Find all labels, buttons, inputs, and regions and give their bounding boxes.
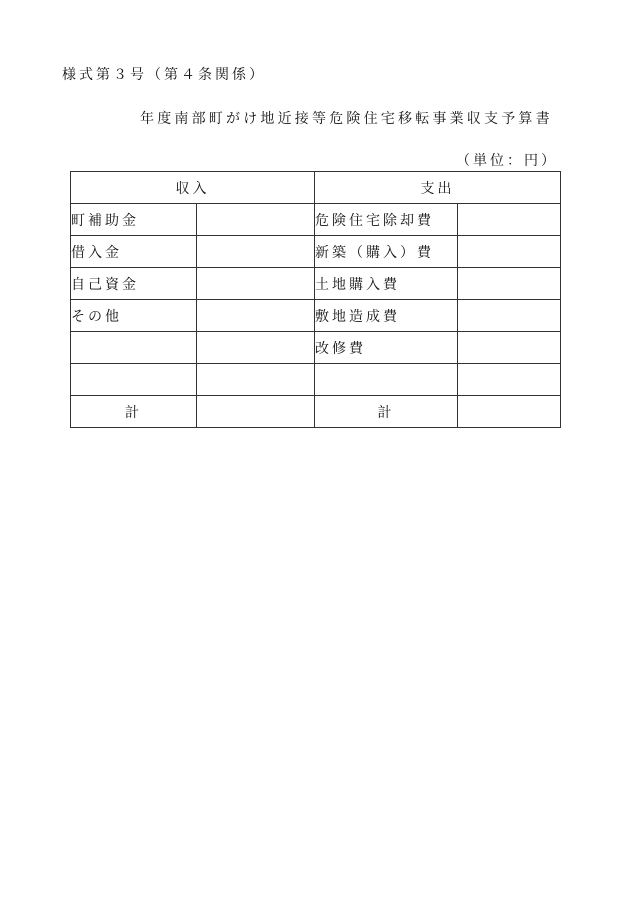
income-item-label: その他	[71, 300, 197, 332]
income-item-label: 借入金	[71, 236, 197, 268]
budget-table	[70, 171, 561, 428]
income-amount-cell	[197, 332, 315, 364]
expense-amount-cell	[458, 236, 561, 268]
table-row	[71, 332, 561, 364]
table-row	[71, 236, 561, 268]
form-number: 様式第３号（第４条関係）	[62, 67, 266, 83]
expense-item-label: 危険住宅除却費	[315, 204, 458, 236]
total-row	[71, 396, 561, 428]
table-row	[71, 204, 561, 236]
expense-amount-cell	[458, 364, 561, 396]
unit-note: （単位：円）	[456, 153, 558, 169]
income-amount-cell	[197, 268, 315, 300]
income-amount-cell	[197, 236, 315, 268]
expense-total-label: 計	[315, 396, 458, 428]
income-item-label: 町補助金	[71, 204, 197, 236]
expense-total-amount	[458, 396, 561, 428]
income-header: 収入	[71, 172, 315, 204]
income-amount-cell	[197, 364, 315, 396]
expense-header: 支出	[315, 172, 561, 204]
income-amount-cell	[197, 300, 315, 332]
income-item-label	[71, 332, 197, 364]
expense-item-label	[315, 364, 458, 396]
expense-amount-cell	[458, 300, 561, 332]
expense-item-label: 新築（購入）費	[315, 236, 458, 268]
expense-amount-cell	[458, 332, 561, 364]
income-total-label: 計	[71, 396, 197, 428]
income-item-label: 自己資金	[71, 268, 197, 300]
expense-item-label: 改修費	[315, 332, 458, 364]
table-row	[71, 364, 561, 396]
table-row	[71, 300, 561, 332]
table-row	[71, 268, 561, 300]
document-title: 年度南部町がけ地近接等危険住宅移転事業収支予算書	[140, 111, 553, 127]
income-item-label	[71, 364, 197, 396]
expense-item-label: 土地購入費	[315, 268, 458, 300]
expense-amount-cell	[458, 204, 561, 236]
expense-amount-cell	[458, 268, 561, 300]
income-amount-cell	[197, 204, 315, 236]
income-total-amount	[197, 396, 315, 428]
header-row	[71, 172, 561, 204]
expense-item-label: 敷地造成費	[315, 300, 458, 332]
